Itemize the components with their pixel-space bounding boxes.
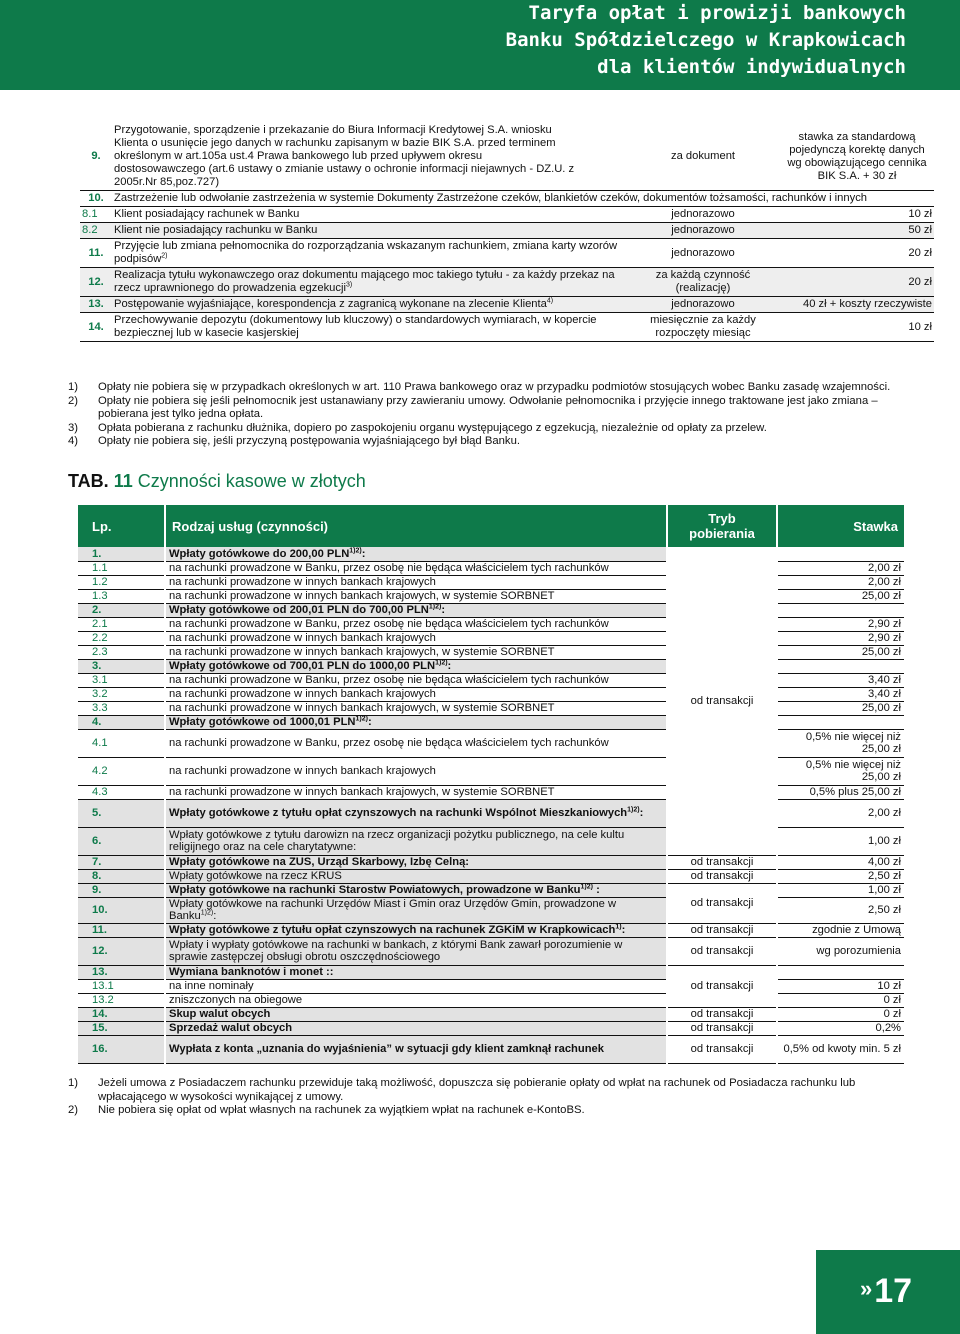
footnote-text: Opłaty nie pobiera się, jeśli przyczyną postępowania wyjaśniającego był błąd Banku. — [98, 435, 520, 448]
service-text-footnote-ref: 1)2) — [200, 909, 214, 917]
header-line-3: dla klientów indywidualnych — [597, 56, 906, 78]
footnote-text: Opłata pobierana z rachunku dłużnika, dopiero po zaspokojeniu organu występującego z egzekucją, niezależnie od opłaty za przelew. — [98, 421, 767, 434]
service-name — [165, 715, 667, 729]
fee-rate — [777, 659, 905, 673]
fee-rate — [777, 603, 905, 617]
service-text: na rachunki prowadzone w innych bankach krajowych — [169, 575, 436, 588]
table-11-title — [68, 471, 366, 492]
service-name — [112, 239, 626, 268]
row-number: 3.3 — [78, 701, 165, 715]
service-name — [165, 687, 667, 701]
service-name — [112, 123, 626, 191]
row-number: 3.2 — [78, 687, 165, 701]
fee-rate — [777, 547, 905, 561]
service-text: Skup walut obcych — [169, 1007, 271, 1020]
fee-rate: wg porozumienia — [777, 937, 905, 965]
table-row — [78, 659, 905, 673]
table-row — [78, 617, 905, 631]
service-name — [165, 923, 667, 937]
service-text: na rachunki prowadzone w innych bankach krajowych — [169, 687, 436, 700]
service-text: Wpłaty i wypłaty gotówkowe na rachunki w bankach, z którymi Bank zawarł porozumienie w sprawie zastępczej obsługi obrotu oszczędnościowego — [169, 938, 623, 963]
service-text: Klient posiadający rachunek w Banku — [114, 208, 300, 220]
table-row — [80, 207, 934, 223]
fee-rate: 10 zł — [908, 208, 932, 220]
service-text-footnote-ref: 4) — [546, 297, 554, 305]
col-lp: Lp. — [78, 505, 165, 547]
row-number: 13. — [78, 965, 165, 979]
row-number: 16. — [78, 1035, 165, 1063]
row-number: 8.2 — [82, 224, 98, 236]
fee-rate — [777, 715, 905, 729]
service-text: Wymiana banknotów i monet :: — [169, 965, 334, 978]
fee-mode: od transakcji — [667, 547, 777, 855]
service-suffix: : — [447, 659, 452, 672]
table-row — [78, 645, 905, 659]
service-text: Zastrzeżenie lub odwołanie zastrzeżenia w systemie Dokumenty Zastrzeżone czeków, blankietów czeków, dokumentów tożsamości, rachunków i innych — [114, 192, 868, 204]
table-row — [78, 589, 905, 603]
service-name — [165, 1007, 667, 1021]
page-header — [0, 0, 960, 90]
footnote — [68, 395, 894, 422]
service-text: Wpłaty gotówkowe z tytułu opłat czynszowych na rachunki Wspólnot Mieszkaniowych — [169, 806, 628, 819]
table-row — [78, 799, 905, 827]
fee-rate: 1,00 zł — [777, 827, 905, 855]
fee-rate: 2,00 zł — [777, 561, 905, 575]
service-name — [112, 223, 626, 239]
table-row — [78, 757, 905, 785]
service-name — [165, 575, 667, 589]
footnote — [68, 381, 894, 395]
service-name — [165, 561, 667, 575]
service-text: Przyjęcie lub zmiana pełnomocnika do rozporządzania wskazanym rachunkiem, zmiana karty wzorów podpisów — [114, 240, 618, 265]
service-text: Wpłaty gotówkowe od 200,01 PLN do 700,00 PLN — [169, 603, 429, 616]
footnote-marker: 2) — [68, 394, 79, 407]
service-name — [165, 631, 667, 645]
row-number: 4.3 — [78, 785, 165, 799]
service-text-footnote-ref: 2) — [161, 252, 168, 260]
fee-rate: 2,00 zł — [777, 575, 905, 589]
service-text: Wpłaty gotówkowe z tytułu opłat czynszowych na rachunek ZGKiM w Krapkowicach — [169, 923, 616, 936]
table-heading: Czynności kasowe w złotych — [137, 471, 366, 491]
page-number-value: 17 — [874, 1272, 913, 1310]
service-text-footnote-ref: 1)2) — [580, 883, 593, 891]
fee-rate: 40 zł + koszty rzeczywiste — [802, 298, 932, 310]
service-suffix: : — [361, 547, 366, 560]
service-text: Wpłaty gotówkowe do 200,00 PLN — [169, 547, 350, 560]
service-text-footnote-ref: 1)2) — [627, 806, 640, 814]
fee-rate: 2,50 zł — [777, 897, 905, 923]
table-row — [78, 855, 905, 869]
table-row — [78, 923, 905, 937]
service-name — [165, 993, 667, 1007]
fee-mode: jednorazowo — [671, 298, 735, 310]
fee-rate: 2,90 zł — [777, 617, 905, 631]
fee-mode: od transakcji — [667, 1021, 777, 1035]
fee-mode: jednorazowo — [671, 224, 735, 236]
service-text: Wypłata z konta „uznania do wyjaśnienia” w sytuacji gdy klient zamknął rachunek — [169, 1042, 604, 1055]
service-name — [165, 937, 667, 965]
service-text: na rachunki prowadzone w innych bankach krajowych, w systemie SORBNET — [169, 589, 555, 602]
service-text: na rachunki prowadzone w innych bankach krajowych — [169, 631, 436, 644]
table-row — [78, 715, 905, 729]
service-name — [165, 673, 667, 687]
service-suffix: : — [639, 806, 644, 819]
service-text: na rachunki prowadzone w innych bankach krajowych, w systemie SORBNET — [169, 785, 555, 798]
service-name — [165, 883, 667, 897]
row-number: 14. — [78, 1007, 165, 1021]
row-number: 1. — [78, 547, 165, 561]
row-number: 10. — [88, 192, 104, 204]
fee-mode: za każdą czynność (realizację) — [655, 269, 751, 294]
table-row — [78, 1035, 905, 1063]
footnote-text: Opłaty nie pobiera się jeśli pełnomocnik jest ustanawiany przy zawieraniu umowy. Odwołanie pełnomocnika i przyjęcie innego traktowane jest jako zmiana – pobierana jest tylko jedna opłata. — [98, 394, 878, 421]
row-number: 5. — [78, 799, 165, 827]
table-row — [78, 883, 905, 897]
col-mode: Tryb pobierania — [667, 505, 777, 547]
row-number: 4.1 — [78, 729, 165, 757]
table-row — [78, 785, 905, 799]
fee-rate: 10 zł — [777, 979, 905, 993]
page-number-box — [816, 1250, 960, 1334]
col-service: Rodzaj usług (czynności) — [165, 505, 667, 547]
footnote — [68, 435, 894, 449]
table-row — [80, 123, 934, 191]
row-number: 9. — [78, 883, 165, 897]
footnote-marker: 4) — [68, 435, 79, 448]
fee-rate: 0,5% plus 25,00 zł — [777, 785, 905, 799]
footnote — [68, 422, 894, 436]
service-text: Sprzedaż walut obcych — [169, 1021, 293, 1034]
service-text: Klient nie posiadający rachunku w Banku — [114, 224, 318, 236]
fee-rate: 2,00 zł — [777, 799, 905, 827]
service-text: Wpłaty gotówkowe od 1000,01 PLN — [169, 715, 356, 728]
fee-rate: 0 zł — [777, 1007, 905, 1021]
row-number: 3.1 — [78, 673, 165, 687]
chevron-icon: » — [860, 1276, 873, 1301]
service-suffix: : — [213, 910, 217, 922]
table-row — [78, 937, 905, 965]
table-row — [78, 575, 905, 589]
fee-rate — [777, 965, 905, 979]
row-number: 13.2 — [78, 993, 165, 1007]
table-row — [78, 547, 905, 561]
service-text: Wpłaty gotówkowe z tytułu darowizn na rzecz organizacji pożytku publicznego, na cele kultu religijnego oraz na cele charytatywne: — [169, 828, 625, 853]
service-name — [112, 191, 934, 207]
row-number: 1.2 — [78, 575, 165, 589]
service-text: Wpłaty gotówkowe na rachunki Urzędów Miast i Gmin oraz Urzędów Gmin, prowadzone w Banku — [169, 897, 617, 922]
row-number: 1.3 — [78, 589, 165, 603]
table-label: TAB. — [68, 471, 109, 491]
service-name — [165, 589, 667, 603]
row-number: 2.1 — [78, 617, 165, 631]
fee-mode: od transakcji — [667, 923, 777, 937]
row-number: 2. — [78, 603, 165, 617]
service-text: Wpłaty gotówkowe na rzecz KRUS — [169, 869, 342, 882]
footnote — [68, 1077, 894, 1104]
footnotes-table-11 — [68, 1077, 894, 1118]
service-text: na rachunki prowadzone w Banku, przez osobę nie będąca właścicielem tych rachunków — [169, 736, 609, 749]
service-name — [165, 603, 667, 617]
service-suffix: : — [592, 883, 600, 896]
row-number: 4. — [78, 715, 165, 729]
fee-mode: za dokument — [670, 150, 736, 162]
fee-mode: od transakcji — [667, 883, 777, 923]
service-text: Realizacja tytułu wykonawczego oraz dokumentu mającego moc takiego tytułu - za każdy przekaz na rzecz uprawnionego do prowadzenia egzekucji — [114, 269, 615, 294]
footnote-text: Nie pobiera się opłat od wpłat własnych na rachunek za wyjątkiem wpłat na rachunek e-KontoBS. — [98, 1104, 585, 1117]
footnote-marker: 2) — [68, 1104, 79, 1117]
service-text: Przygotowanie, sporządzenie i przekazanie do Biura Informacji Kredytowej S.A. wniosku Klienta o usunięcie jego danych w rachunku zapisanym w bazie BIK S.A. przed terminem określonym w art.105a ust.4 Prawa bankowego lub przed upływem okresu dostosowawczego (art.6 ustawy o zmianie ustawy o ochronie informacji niejawnych - DZ.U. z 2005r.Nr 85,poz.727) — [114, 124, 575, 188]
fee-mode: od transakcji — [667, 855, 777, 869]
row-number: 2.2 — [78, 631, 165, 645]
fee-mode: jednorazowo — [671, 208, 735, 220]
fee-mode: od transakcji — [667, 937, 777, 965]
row-number: 3. — [78, 659, 165, 673]
service-name — [165, 785, 667, 799]
fee-rate: 4,00 zł — [777, 855, 905, 869]
page-number — [860, 1272, 912, 1311]
table-row — [78, 965, 905, 979]
header-line-2: Banku Spółdzielczego w Krapkowicach — [505, 29, 906, 51]
fee-rate: 2,50 zł — [777, 869, 905, 883]
fee-rate: stawka za standardową pojedynczą korektę danych wg obowiązującego cennika BIK S.A. + 30 zł — [787, 130, 927, 182]
footnote — [68, 1104, 894, 1118]
table-row — [78, 979, 905, 993]
row-number: 6. — [78, 827, 165, 855]
fees-table-continued — [80, 123, 934, 342]
col-rate: Stawka — [777, 505, 905, 547]
row-number: 13.1 — [78, 979, 165, 993]
fee-mode: jednorazowo — [671, 246, 735, 259]
row-number: 12. — [78, 937, 165, 965]
fee-rate: 25,00 zł — [777, 589, 905, 603]
fee-rate: 1,00 zł — [777, 883, 905, 897]
footnotes-table-10 — [68, 381, 894, 449]
fee-rate: 0 zł — [777, 993, 905, 1007]
service-name — [165, 645, 667, 659]
service-text-footnote-ref: 3) — [345, 281, 353, 289]
table-row — [78, 701, 905, 715]
table-row — [78, 827, 905, 855]
service-text: na rachunki prowadzone w innych bankach krajowych, w systemie SORBNET — [169, 645, 555, 658]
service-name — [165, 799, 667, 827]
service-name — [165, 1021, 667, 1035]
fee-rate: 3,40 zł — [777, 687, 905, 701]
service-text: Wpłaty gotówkowe od 700,01 PLN do 1000,00 PLN — [169, 659, 436, 672]
footnote-marker: 1) — [68, 381, 79, 393]
fee-rate: zgodnie z Umową — [777, 923, 905, 937]
row-number: 4.2 — [78, 757, 165, 785]
table-row — [80, 268, 934, 297]
fee-mode: od transakcji — [667, 1007, 777, 1021]
service-text: zniszczonych na obiegowe — [169, 993, 303, 1006]
service-text: Wpłaty gotówkowe na ZUS, Urząd Skarbowy, Izbę Celną: — [169, 855, 470, 868]
table-row — [78, 897, 905, 923]
service-text: na rachunki prowadzone w innych bankach krajowych — [169, 764, 436, 777]
table-row — [78, 993, 905, 1007]
row-number: 9. — [91, 150, 101, 162]
table-number: 11 — [113, 471, 133, 491]
table-row — [78, 1021, 905, 1035]
service-text-footnote-ref: 1)2) — [355, 715, 368, 723]
table-row — [80, 191, 934, 207]
fee-rate: 20 zł — [908, 246, 932, 259]
service-text-footnote-ref: 1)2) — [435, 659, 448, 667]
row-number: 12. — [88, 275, 104, 288]
service-suffix: : — [441, 603, 446, 616]
service-text-footnote-ref: 1)2) — [428, 603, 442, 611]
table-row — [78, 673, 905, 687]
row-number: 8. — [78, 869, 165, 883]
service-text-footnote-ref: 1) — [615, 923, 622, 931]
table-row — [78, 631, 905, 645]
row-number: 14. — [88, 320, 104, 333]
row-number: 13. — [88, 298, 104, 310]
table-row — [78, 869, 905, 883]
service-name — [165, 965, 667, 979]
service-name — [165, 827, 667, 855]
fee-rate: 0,5% nie więcej niż 25,00 zł — [777, 757, 905, 785]
service-text: Przechowywanie depozytu (dokumentowy lub kluczowy) o standardowych wymiarach, w kopercie bezpiecznej lub w kasecie kasjerskiej — [114, 314, 597, 339]
service-name — [165, 897, 667, 923]
service-name — [112, 313, 626, 342]
service-suffix: : — [367, 715, 372, 728]
service-name — [165, 757, 667, 785]
footnote-marker: 1) — [68, 1077, 79, 1089]
fee-rate: 3,40 zł — [777, 673, 905, 687]
fee-rate: 20 zł — [908, 275, 932, 288]
service-name — [112, 268, 626, 297]
table-row — [78, 561, 905, 575]
service-text: na rachunki prowadzone w Banku, przez osobę nie będąca właścicielem tych rachunków — [169, 673, 609, 686]
row-number: 2.3 — [78, 645, 165, 659]
service-name — [165, 979, 667, 993]
fee-rate: 0,5% nie więcej niż 25,00 zł — [777, 729, 905, 757]
service-name — [165, 855, 667, 869]
row-number: 11. — [88, 246, 104, 259]
row-number: 8.1 — [82, 208, 98, 220]
footnote-marker: 3) — [68, 421, 79, 434]
table-row — [80, 223, 934, 239]
row-number: 15. — [78, 1021, 165, 1035]
service-name — [112, 297, 626, 313]
service-name — [165, 547, 667, 561]
fee-mode: miesięcznie za każdy rozpoczęty miesiąc — [650, 314, 756, 339]
table-row — [78, 1007, 905, 1021]
header-title — [506, 0, 906, 81]
table-row — [80, 297, 934, 313]
fee-rate: 10 zł — [908, 320, 932, 333]
service-text: Postępowanie wyjaśniające, korespondencja z zagranicą wykonane na zlecenie Klienta — [114, 298, 547, 310]
service-name — [112, 207, 626, 223]
table-row — [78, 729, 905, 757]
fee-rate: 0,5% od kwoty min. 5 zł — [777, 1035, 905, 1063]
fee-rate: 2,90 zł — [777, 631, 905, 645]
service-name — [165, 729, 667, 757]
service-text: na rachunki prowadzone w Banku, przez osobę nie będąca właścicielem tych rachunków — [169, 561, 609, 574]
fee-mode: od transakcji — [667, 965, 777, 1007]
fee-rate: 25,00 zł — [777, 645, 905, 659]
fee-rate: 25,00 zł — [777, 701, 905, 715]
cash-operations-table — [78, 505, 906, 1064]
service-name — [165, 869, 667, 883]
footnote-text: Jeżeli umowa z Posiadaczem rachunku przewiduje taką możliwość, dopuszcza się pobieranie opłaty od wpłat na rachunek od Posiadacza rachunku lub wpłacającego w wysokości wynikającej z umowy. — [98, 1077, 856, 1103]
fee-mode: od transakcji — [667, 869, 777, 883]
header-line-1: Taryfa opłat i prowizji bankowych — [528, 2, 906, 24]
fee-mode: od transakcji — [667, 1035, 777, 1063]
row-number: 1.1 — [78, 561, 165, 575]
row-number: 10. — [78, 897, 165, 923]
service-suffix: : — [621, 923, 626, 936]
table-row — [80, 239, 934, 268]
table-row — [80, 313, 934, 342]
service-name — [165, 1035, 667, 1063]
row-number: 7. — [78, 855, 165, 869]
table-row — [78, 687, 905, 701]
service-text-footnote-ref: 1)2) — [349, 546, 362, 554]
service-text: na rachunki prowadzone w innych bankach krajowych, w systemie SORBNET — [169, 701, 555, 714]
service-text: na rachunki prowadzone w Banku, przez osobę nie będąca właścicielem tych rachunków — [169, 617, 609, 630]
service-text: na inne nominały — [169, 979, 254, 992]
service-name — [165, 659, 667, 673]
service-text: Wpłaty gotówkowe na rachunki Starostw Powiatowych, prowadzone w Banku — [169, 883, 581, 896]
table-row — [78, 603, 905, 617]
footnote-text: Opłaty nie pobiera się w przypadkach określonych w art. 110 Prawa bankowego oraz w przypadku podmiotów stosujących wobec Banku zasadę wzajemności. — [98, 381, 891, 393]
service-name — [165, 617, 667, 631]
fee-rate: 50 zł — [908, 224, 932, 236]
service-name — [165, 701, 667, 715]
fee-rate: 0,2% — [777, 1021, 905, 1035]
row-number: 11. — [78, 923, 165, 937]
